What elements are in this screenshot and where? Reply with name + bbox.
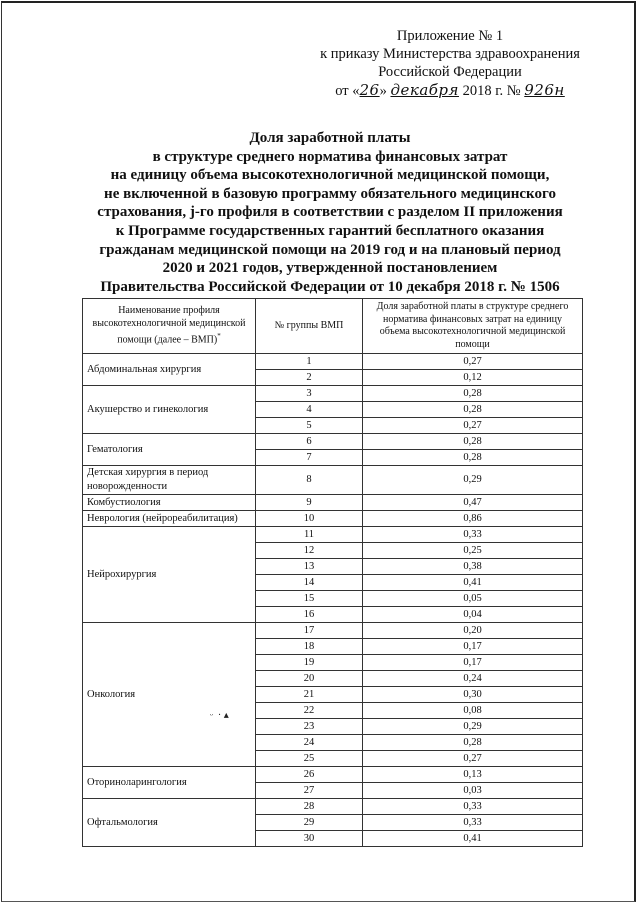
cell-profile-name: Акушерство и гинекология xyxy=(83,386,256,434)
document-title xyxy=(50,129,610,296)
title-line: Доля заработной платы xyxy=(249,130,411,146)
date-day: 26 xyxy=(359,81,380,99)
cell-salary-share: 0,47 xyxy=(363,495,583,511)
cell-salary-share: 0,12 xyxy=(363,370,583,386)
cell-group-number: 29 xyxy=(256,815,363,831)
cell-group-number: 25 xyxy=(256,751,363,767)
appendix-date-line xyxy=(300,81,600,100)
date-prefix: от « xyxy=(335,83,360,99)
cell-group-number: 24 xyxy=(256,735,363,751)
cell-profile-name: Гематология xyxy=(83,434,256,466)
cell-salary-share: 0,13 xyxy=(363,767,583,783)
cell-salary-share: 0,27 xyxy=(363,418,583,434)
cell-group-number: 22 xyxy=(256,703,363,719)
cell-salary-share: 0,27 xyxy=(363,751,583,767)
cell-salary-share: 0,28 xyxy=(363,450,583,466)
table-header-row xyxy=(83,299,583,354)
cell-salary-share: 0,41 xyxy=(363,575,583,591)
title-line: Правительства Российской Федерации от 10 декабря 2018 г. № 1506 xyxy=(100,278,560,295)
title-line: гражданам медицинской помощи на 2019 год и на плановый период xyxy=(99,241,561,258)
cell-salary-share: 0,30 xyxy=(363,687,583,703)
table-row xyxy=(83,623,583,639)
cell-salary-share: 0,28 xyxy=(363,735,583,751)
header-profile: Наименование профиля высокотехнологичной медицинской помощи (далее – ВМП)* xyxy=(83,299,256,354)
cell-group-number: 4 xyxy=(256,402,363,418)
date-year: 2018 г. № xyxy=(458,83,525,99)
cell-group-number: 8 xyxy=(256,466,363,495)
order-number: 926н xyxy=(524,81,565,99)
appendix-ministry: Российской Федерации xyxy=(378,64,522,80)
cell-group-number: 9 xyxy=(256,495,363,511)
title-line: страхования, j-го профиля в соответствии с разделом II приложения xyxy=(97,204,563,221)
date-month: декабря xyxy=(390,81,459,99)
cell-group-number: 11 xyxy=(256,527,363,543)
cell-profile-name: Онкология xyxy=(83,623,256,767)
title-line: в структуре среднего норматива финансовых затрат xyxy=(152,148,508,165)
date-mid: » xyxy=(379,83,391,99)
cell-profile-name: Абдоминальная хирургия xyxy=(83,354,256,386)
cell-salary-share: 0,29 xyxy=(363,719,583,735)
footnote-marker: * xyxy=(217,332,221,341)
cell-salary-share: 0,33 xyxy=(363,799,583,815)
cell-salary-share: 0,24 xyxy=(363,671,583,687)
cell-salary-share: 0,38 xyxy=(363,559,583,575)
appendix-header xyxy=(300,27,600,100)
cell-salary-share: 0,28 xyxy=(363,434,583,450)
cell-salary-share: 0,86 xyxy=(363,511,583,527)
header-group: № группы ВМП xyxy=(256,299,363,354)
cell-salary-share: 0,20 xyxy=(363,623,583,639)
table-row xyxy=(83,527,583,543)
cell-group-number: 27 xyxy=(256,783,363,799)
cell-salary-share: 0,05 xyxy=(363,591,583,607)
vmp-share-table xyxy=(82,298,583,847)
cell-group-number: 28 xyxy=(256,799,363,815)
cell-group-number: 13 xyxy=(256,559,363,575)
cell-salary-share: 0,25 xyxy=(363,543,583,559)
appendix-order-ref: к приказу Министерства здравоохранения xyxy=(320,46,580,62)
table-row xyxy=(83,466,583,495)
table-row xyxy=(83,354,583,370)
cell-group-number: 6 xyxy=(256,434,363,450)
cell-group-number: 19 xyxy=(256,655,363,671)
cell-salary-share: 0,27 xyxy=(363,354,583,370)
cell-salary-share: 0,08 xyxy=(363,703,583,719)
cell-profile-name: Оториноларингология xyxy=(83,767,256,799)
title-line: к Программе государственных гарантий бесплатного оказания xyxy=(115,222,545,239)
cell-salary-share: 0,41 xyxy=(363,831,583,847)
cell-profile-name: Неврология (нейрореабилитация) xyxy=(83,511,256,527)
table-row xyxy=(83,799,583,815)
appendix-number: Приложение № 1 xyxy=(396,28,504,44)
cell-group-number: 12 xyxy=(256,543,363,559)
cell-group-number: 20 xyxy=(256,671,363,687)
cell-group-number: 23 xyxy=(256,719,363,735)
cell-group-number: 10 xyxy=(256,511,363,527)
cell-salary-share: 0,33 xyxy=(363,815,583,831)
table-row xyxy=(83,495,583,511)
cell-group-number: 30 xyxy=(256,831,363,847)
cell-profile-name: Нейрохирургия xyxy=(83,527,256,623)
cell-group-number: 5 xyxy=(256,418,363,434)
cell-salary-share: 0,03 xyxy=(363,783,583,799)
cell-salary-share: 0,28 xyxy=(363,386,583,402)
cell-salary-share: 0,04 xyxy=(363,607,583,623)
cell-group-number: 21 xyxy=(256,687,363,703)
cell-salary-share: 0,17 xyxy=(363,639,583,655)
scan-artifact: ᵕ · ▴ xyxy=(210,710,229,721)
cell-salary-share: 0,28 xyxy=(363,402,583,418)
table-row xyxy=(83,434,583,450)
cell-group-number: 1 xyxy=(256,354,363,370)
cell-group-number: 3 xyxy=(256,386,363,402)
table-row xyxy=(83,386,583,402)
table-row xyxy=(83,767,583,783)
cell-profile-name: Офтальмология xyxy=(83,799,256,847)
cell-group-number: 18 xyxy=(256,639,363,655)
title-line: не включенной в базовую программу обязательного медицинского xyxy=(104,185,556,202)
title-line: 2020 и 2021 годов, утвержденной постановлением xyxy=(162,260,498,277)
title-line: на единицу объема высокотехнологичной медицинской помощи, xyxy=(110,167,550,184)
cell-salary-share: 0,17 xyxy=(363,655,583,671)
table-row xyxy=(83,511,583,527)
cell-group-number: 2 xyxy=(256,370,363,386)
cell-salary-share: 0,33 xyxy=(363,527,583,543)
cell-group-number: 17 xyxy=(256,623,363,639)
cell-profile-name: Комбустиология xyxy=(83,495,256,511)
header-share: Доля заработной платы в структуре среднего норматива финансовых затрат на единицу объема высокотехнологичной медицинской помощи xyxy=(363,299,583,354)
cell-group-number: 26 xyxy=(256,767,363,783)
cell-group-number: 7 xyxy=(256,450,363,466)
cell-group-number: 16 xyxy=(256,607,363,623)
table-body xyxy=(83,354,583,847)
cell-profile-name: Детская хирургия в период новорожденности xyxy=(83,466,256,495)
cell-group-number: 15 xyxy=(256,591,363,607)
cell-group-number: 14 xyxy=(256,575,363,591)
cell-salary-share: 0,29 xyxy=(363,466,583,495)
